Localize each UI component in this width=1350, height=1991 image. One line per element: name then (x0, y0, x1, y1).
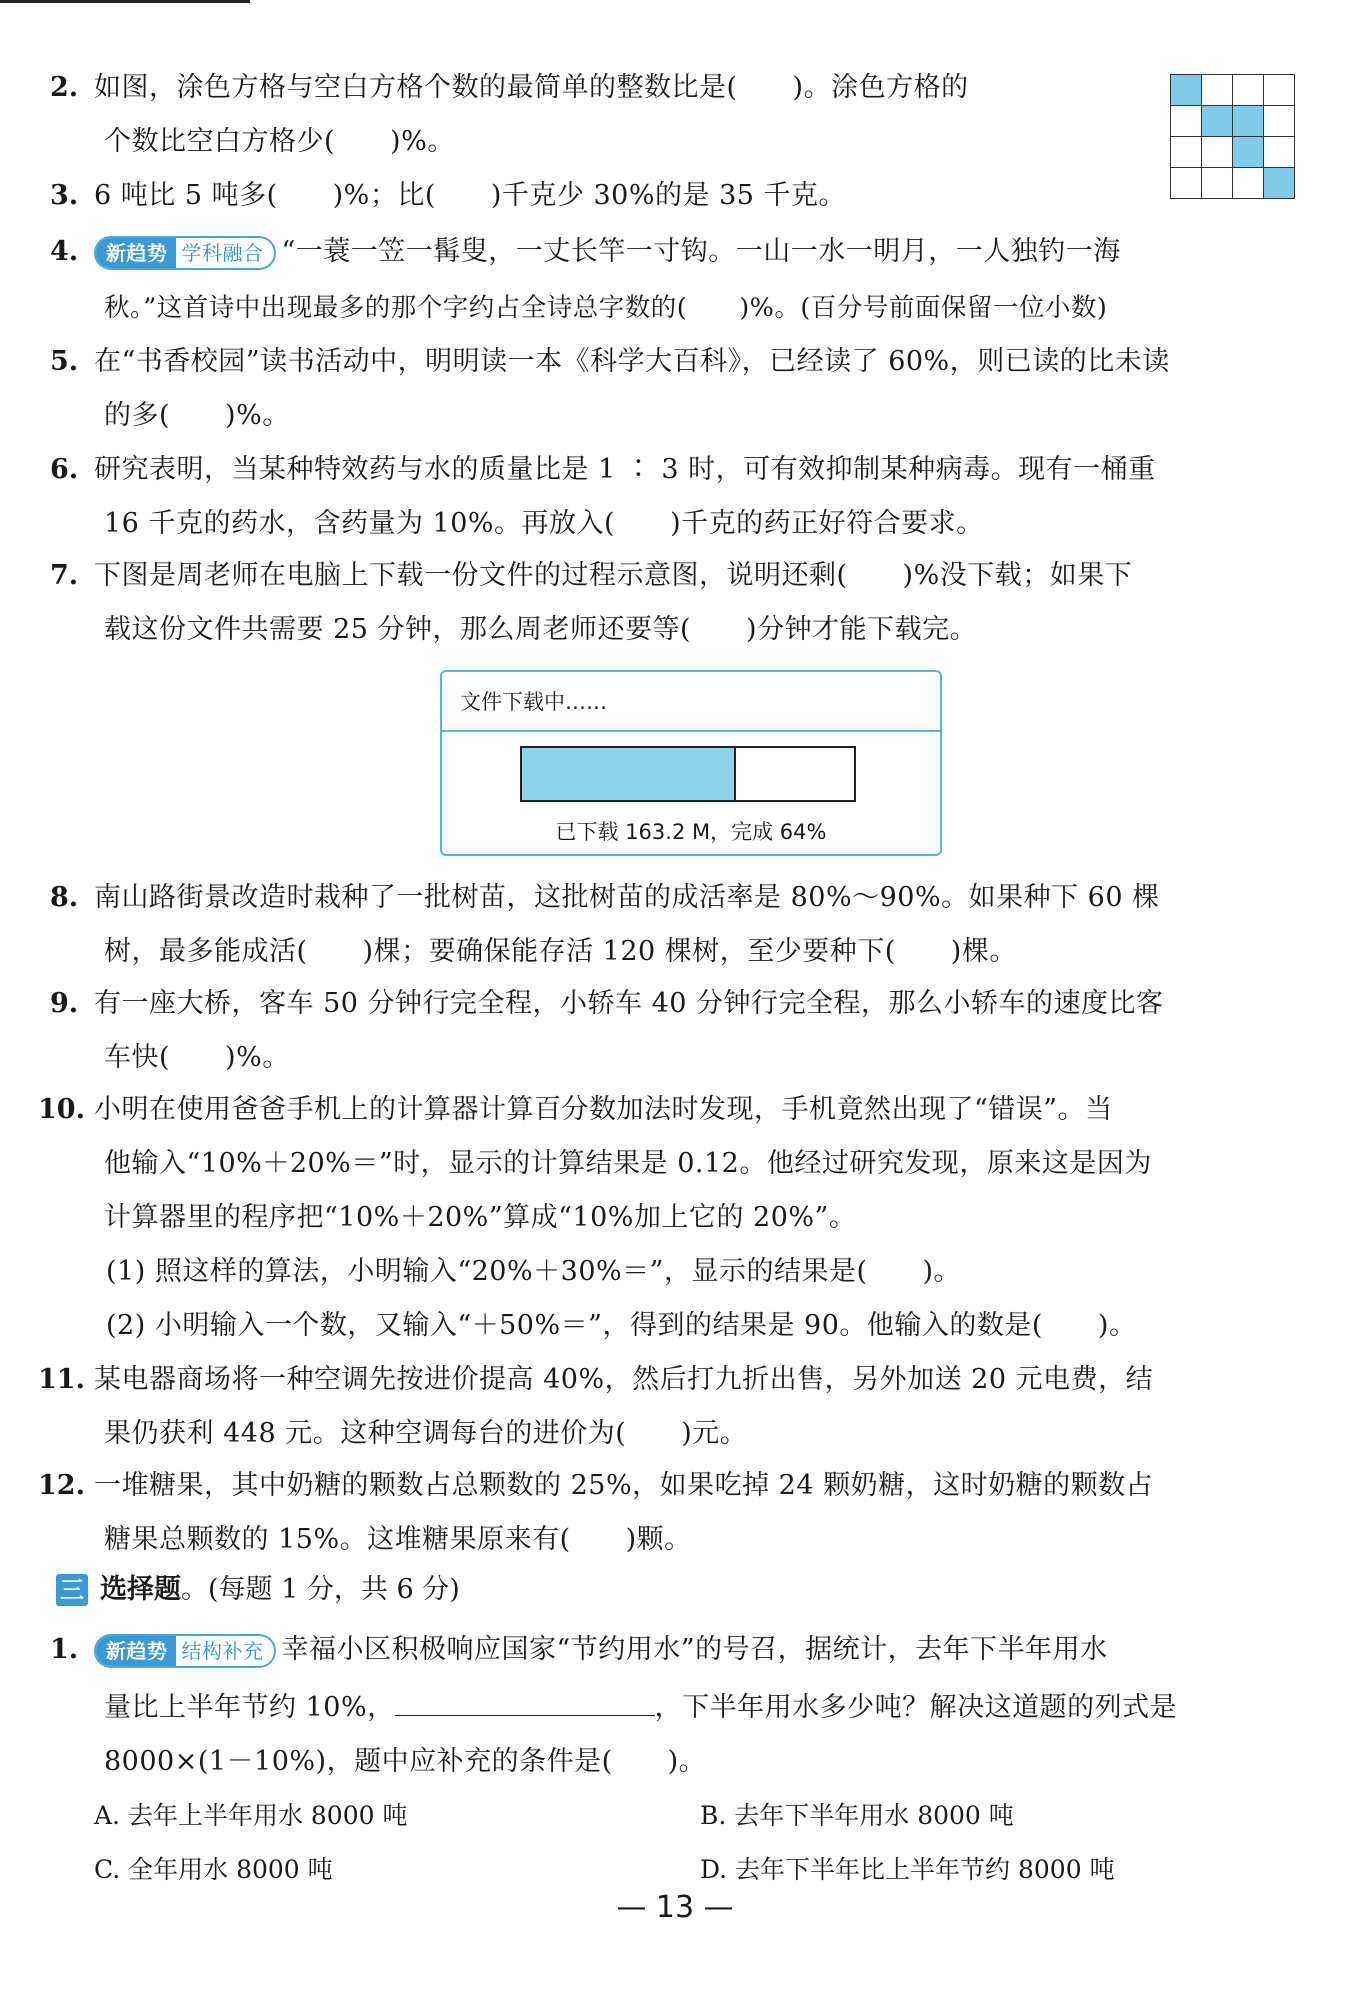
q8-number: 8. (50, 882, 79, 913)
q11-number: 11. (38, 1364, 85, 1395)
trend-tag-sub: 学科融合 (181, 240, 264, 265)
grid-cell-blank (1233, 168, 1264, 199)
answer-blank[interactable] (395, 1691, 655, 1716)
download-progress-fill (522, 748, 736, 800)
q12-number: 12. (38, 1470, 85, 1501)
section-title-note: 。(每题 1 分，共 6 分) (181, 1574, 460, 1605)
q7-number: 7. (50, 560, 79, 591)
grid-cell-blank (1171, 137, 1202, 168)
section-title-main: 选择题 (100, 1574, 181, 1605)
page-number: — 13 — (616, 1890, 734, 1925)
download-title: 文件下载中…… (460, 690, 607, 714)
q10-sub1: (1) 照这样的算法，小明输入“20%＋30%＝”，显示的结果是( )。 (106, 1256, 962, 1287)
q12-line2: 糖果总颗数的 15%。这堆糖果原来有( )颗。 (104, 1524, 692, 1555)
q5-line1: 在“书香校园”读书活动中，明明读一本《科学大百科》，已经读了 60%，则已读的比未读 (94, 346, 1170, 377)
q7-line1: 下图是周老师在电脑上下载一份文件的过程示意图，说明还剩( )%没下载；如果下 (94, 560, 1133, 591)
q6-line1: 研究表明，当某种特效药与水的质量比是 1 ∶ 3 时，可有效抑制某种病毒。现有一桶重 (94, 454, 1156, 485)
c1-line1-text: 幸福小区积极响应国家“节约用水”的号召，据统计，去年下半年用水 (281, 1634, 1108, 1665)
grid-cell-blank (1264, 106, 1295, 137)
q11-line2: 果仍获利 448 元。这种空调每台的进价为( )元。 (104, 1418, 748, 1449)
download-dialog (440, 670, 942, 856)
q4-number: 4. (50, 236, 79, 267)
section-title (100, 1570, 460, 1610)
grid-cell-blank (1202, 75, 1233, 106)
grid-cell-shaded (1171, 75, 1202, 106)
option-b[interactable]: B. 去年下半年用水 8000 吨 (700, 1801, 1014, 1830)
q10-line2: 他输入“10%＋20%＝”时，显示的计算结果是 0.12。他经过研究发现，原来这是因为 (104, 1148, 1152, 1179)
trend-tag (94, 236, 276, 270)
q10-sub2: (2) 小明输入一个数，又输入“＋50%＝”，得到的结果是 90。他输入的数是( )。 (106, 1310, 1137, 1341)
q5-line2: 的多( )%。 (104, 400, 290, 431)
q9-line1: 有一座大桥，客车 50 分钟行完全程，小轿车 40 分钟行完全程，那么小轿车的速度比客 (94, 988, 1164, 1019)
c1-line2 (104, 1688, 1177, 1728)
c1-line1 (94, 1630, 1108, 1670)
q9-line2: 车快( )%。 (104, 1042, 290, 1073)
grid-cell-blank (1202, 137, 1233, 168)
q5-number: 5. (50, 346, 79, 377)
trend-tag-main: 新趋势 (96, 238, 176, 268)
q10-line3: 计算器里的程序把“10%＋20%”算成“10%加上它的 20%”。 (104, 1202, 857, 1233)
download-divider (442, 730, 940, 732)
option-a[interactable]: A. 去年上半年用水 8000 吨 (94, 1801, 408, 1830)
q3-line1: 6 吨比 5 吨多( )%；比( )千克少 30%的是 35 千克。 (94, 180, 847, 211)
q2-line1: 如图，涂色方格与空白方格个数的最简单的整数比是( )。涂色方格的 (94, 72, 969, 103)
q10-line1: 小明在使用爸爸手机上的计算器计算百分数加法时发现，手机竟然出现了“错误”。当 (94, 1094, 1113, 1125)
q2-number: 2. (50, 72, 79, 103)
download-progress-bar (520, 746, 856, 802)
trend-tag-sub: 结构补充 (181, 1638, 264, 1663)
q8-line2: 树，最多能成活( )棵；要确保能存活 120 棵树，至少要种下( )棵。 (104, 936, 1017, 967)
q10-number: 10. (38, 1094, 85, 1125)
grid-cell-blank (1202, 168, 1233, 199)
q11-line1: 某电器商场将一种空调先按进价提高 40%，然后打九折出售，另外加送 20 元电费，结 (94, 1364, 1154, 1395)
grid-cell-blank (1171, 106, 1202, 137)
q12-line1: 一堆糖果，其中奶糖的颗数占总颗数的 25%，如果吃掉 24 颗奶糖，这时奶糖的颗数占 (94, 1470, 1154, 1501)
option-c[interactable]: C. 全年用水 8000 吨 (94, 1855, 333, 1884)
option-d[interactable]: D. 去年下半年比上半年节约 8000 吨 (700, 1855, 1115, 1884)
grid-cell-blank (1233, 75, 1264, 106)
shaded-grid-figure (1170, 74, 1295, 199)
grid-cell-blank (1171, 168, 1202, 199)
q8-line1: 南山路街景改造时栽种了一批树苗，这批树苗的成活率是 80%～90%。如果种下 60 棵 (94, 882, 1160, 913)
q3-number: 3. (50, 180, 79, 211)
q6-line2: 16 千克的药水，含药量为 10%。再放入( )千克的药正好符合要求。 (104, 508, 984, 539)
q9-number: 9. (50, 988, 79, 1019)
q4-line1-text: “一蓑一笠一髯叟，一丈长竿一寸钩。一山一水一明月，一人独钓一海 (281, 236, 1121, 267)
trend-tag-main: 新趋势 (96, 1636, 176, 1666)
q6-number: 6. (50, 454, 79, 485)
q4-line1 (94, 232, 1121, 272)
grid-cell-blank (1264, 137, 1295, 168)
download-caption: 已下载 163.2 M，完成 64% (555, 820, 827, 844)
c1-line2-a: 量比上半年节约 10%， (104, 1692, 395, 1723)
grid-cell-shaded (1264, 168, 1295, 199)
trend-tag (94, 1634, 276, 1668)
grid-cell-blank (1264, 75, 1295, 106)
q4-line2: 秋。”这首诗中出现最多的那个字约占全诗总字数的( )%。(百分号前面保留一位小数) (104, 293, 1108, 323)
c1-line2-b: ，下半年用水多少吨？解决这道题的列式是 (654, 1692, 1178, 1723)
section-badge: 三 (56, 1574, 88, 1606)
grid-cell-shaded (1233, 106, 1264, 137)
grid-cell-shaded (1233, 137, 1264, 168)
q2-line2: 个数比空白方格少( )%。 (104, 126, 455, 157)
grid-cell-shaded (1202, 106, 1233, 137)
q7-line2: 载这份文件共需要 25 分钟，那么周老师还要等( )分钟才能下载完。 (104, 614, 978, 645)
c1-line3: 8000×(1－10%)，题中应补充的条件是( )。 (104, 1746, 707, 1777)
top-rule (0, 0, 250, 3)
c1-number: 1. (50, 1634, 79, 1665)
